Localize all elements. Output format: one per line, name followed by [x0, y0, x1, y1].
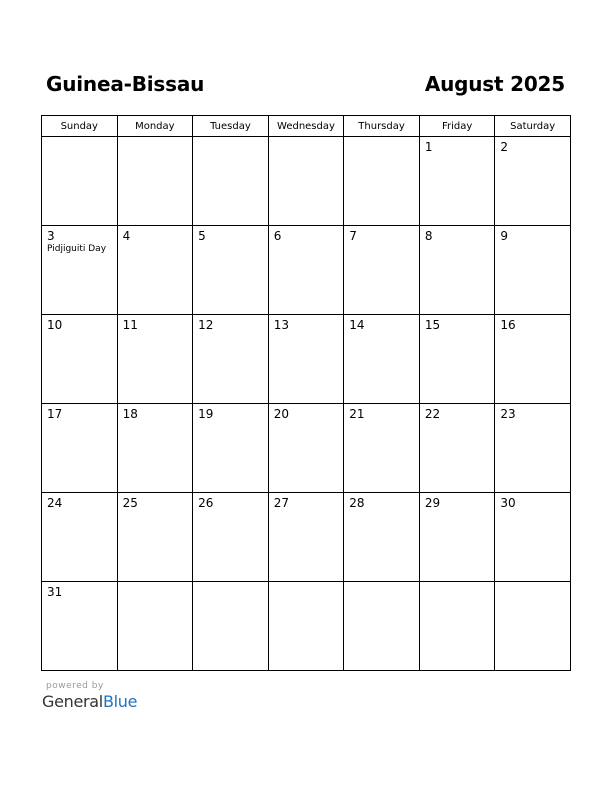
week-row — [42, 404, 571, 493]
week-row — [42, 582, 571, 671]
day-cell — [419, 315, 495, 404]
day-cell — [42, 315, 118, 404]
week-row — [42, 315, 571, 404]
day-number — [193, 582, 268, 585]
week-row — [42, 493, 571, 582]
day-cell — [117, 315, 193, 404]
generalblue-logo[interactable] — [42, 692, 137, 711]
logo-text-blue: Blue — [102, 692, 138, 711]
day-number: 6 — [273, 229, 282, 243]
calendar-grid — [41, 115, 571, 671]
day-cell — [344, 582, 420, 671]
day-cell — [193, 315, 269, 404]
weekday-thursday: Thursday — [344, 116, 420, 137]
day-cell — [193, 582, 269, 671]
weekday-friday: Friday — [419, 116, 495, 137]
day-number — [495, 582, 570, 585]
week-row — [42, 226, 571, 315]
day-number: 18 — [122, 407, 138, 421]
day-number: 26 — [198, 496, 214, 510]
day-cell — [495, 315, 571, 404]
powered-by-text: powered by — [46, 681, 104, 691]
day-number: 13 — [273, 318, 289, 332]
day-cell — [268, 582, 344, 671]
weekday-sunday: Sunday — [42, 116, 118, 137]
day-number: 1 — [424, 140, 433, 154]
day-cell — [117, 226, 193, 315]
day-cell — [42, 226, 118, 315]
weekday-header-row — [42, 116, 571, 137]
day-number: 11 — [122, 318, 138, 332]
day-number — [344, 137, 419, 140]
month-title: August 2025 — [424, 72, 565, 96]
day-cell — [419, 404, 495, 493]
day-number — [269, 137, 344, 140]
day-cell — [495, 582, 571, 671]
day-cell — [419, 137, 495, 226]
day-cell — [344, 315, 420, 404]
day-cell — [268, 137, 344, 226]
day-number: 19 — [198, 407, 214, 421]
day-number — [118, 137, 193, 140]
day-number: 29 — [424, 496, 441, 510]
day-cell — [268, 404, 344, 493]
day-cell — [42, 582, 118, 671]
day-cell — [495, 404, 571, 493]
day-cell — [42, 404, 118, 493]
day-number: 24 — [47, 496, 63, 510]
day-number: 12 — [198, 318, 214, 332]
holiday-label: Pidjiguiti Day — [47, 244, 107, 254]
day-cell — [117, 493, 193, 582]
day-number: 10 — [47, 318, 63, 332]
day-number: 9 — [500, 229, 509, 243]
day-number — [420, 582, 495, 585]
day-number — [42, 137, 117, 140]
day-number: 15 — [424, 318, 441, 332]
day-number: 22 — [424, 407, 441, 421]
day-number: 23 — [500, 407, 516, 421]
day-number: 27 — [273, 496, 289, 510]
day-cell — [193, 226, 269, 315]
weekday-monday: Monday — [117, 116, 193, 137]
day-cell — [495, 226, 571, 315]
day-cell — [117, 404, 193, 493]
weekday-saturday: Saturday — [495, 116, 571, 137]
day-cell — [419, 226, 495, 315]
day-cell — [419, 582, 495, 671]
day-cell — [344, 493, 420, 582]
day-cell — [344, 226, 420, 315]
day-cell — [193, 137, 269, 226]
day-number — [269, 582, 344, 585]
day-cell — [42, 493, 118, 582]
day-number — [118, 582, 193, 585]
day-cell — [193, 404, 269, 493]
country-title: Guinea-Bissau — [46, 72, 205, 96]
footer-branding — [42, 681, 137, 711]
day-cell — [344, 137, 420, 226]
logo-text-general: General — [42, 692, 103, 711]
weekday-tuesday: Tuesday — [193, 116, 269, 137]
day-cell — [268, 315, 344, 404]
day-number: 20 — [273, 407, 289, 421]
day-number: 3 — [47, 229, 55, 243]
week-row — [42, 137, 571, 226]
day-cell — [495, 137, 571, 226]
day-number — [344, 582, 419, 585]
day-number — [193, 137, 268, 140]
day-number: 25 — [122, 496, 138, 510]
day-number: 14 — [349, 318, 365, 332]
day-number: 21 — [349, 407, 365, 421]
day-number: 17 — [47, 407, 63, 421]
day-cell — [117, 137, 193, 226]
weekday-wednesday: Wednesday — [268, 116, 344, 137]
day-number: 7 — [349, 229, 357, 243]
day-cell — [419, 493, 495, 582]
day-number: 5 — [198, 229, 206, 243]
day-cell — [495, 493, 571, 582]
day-number: 8 — [424, 229, 433, 243]
day-cell — [344, 404, 420, 493]
day-cell — [42, 137, 118, 226]
day-number: 4 — [122, 229, 131, 243]
day-cell — [117, 582, 193, 671]
day-number: 31 — [47, 585, 63, 599]
day-number: 2 — [500, 140, 509, 154]
day-cell — [268, 493, 344, 582]
day-number: 16 — [500, 318, 516, 332]
day-number: 28 — [349, 496, 365, 510]
day-cell — [193, 493, 269, 582]
day-number: 30 — [500, 496, 516, 510]
day-cell — [268, 226, 344, 315]
